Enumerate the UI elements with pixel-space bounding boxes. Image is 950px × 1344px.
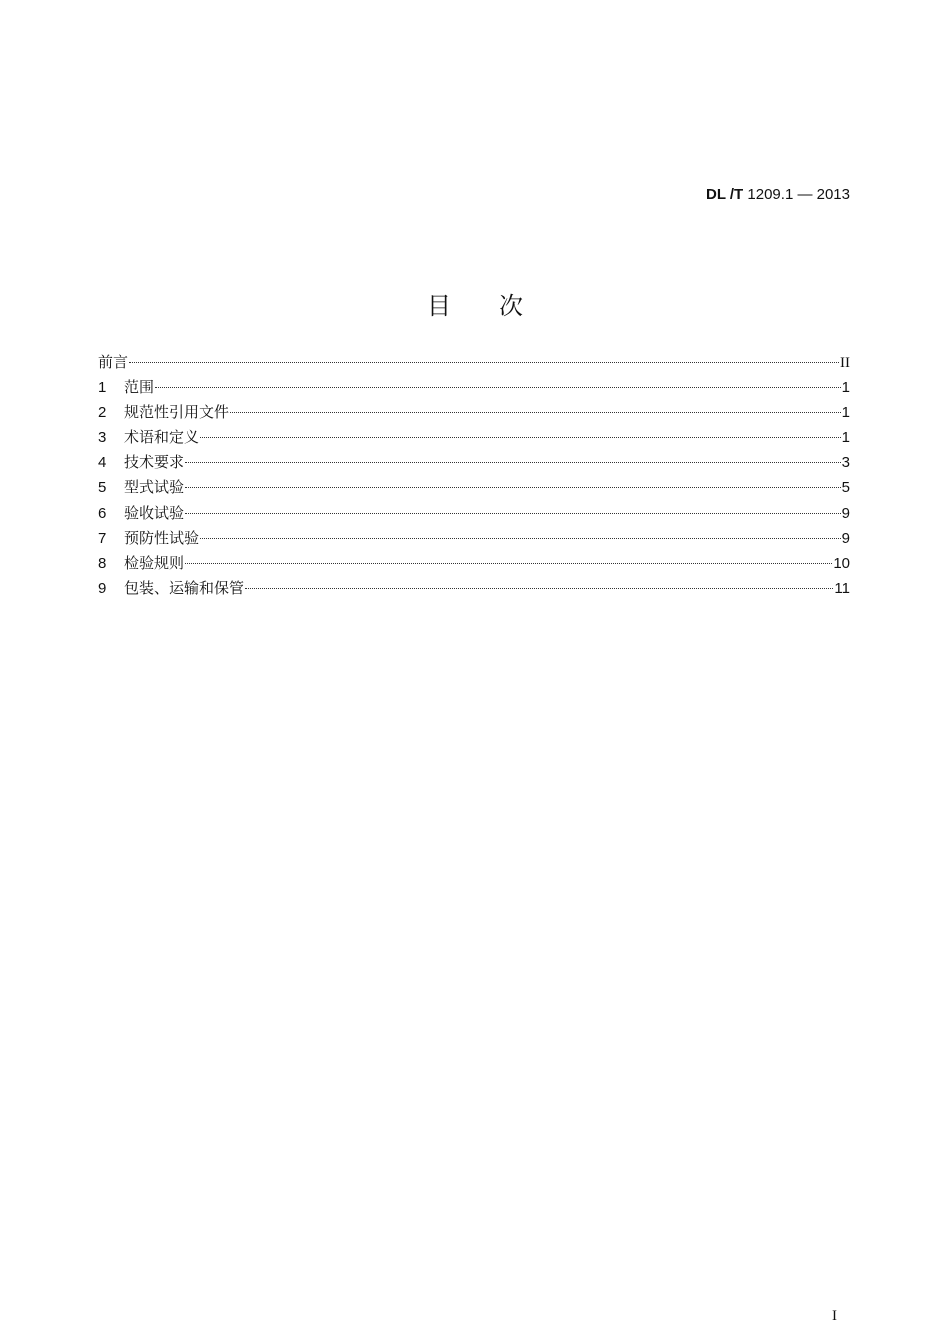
standard-number: 1209.1 — 2013 <box>747 186 850 203</box>
dot-leader <box>129 362 839 363</box>
toc-item-page: 1 <box>841 429 850 447</box>
toc-item-4[interactable] <box>98 450 850 475</box>
toc-item-page: 3 <box>841 454 850 472</box>
dot-leader <box>230 412 841 413</box>
toc-item-label: 预防性试验 <box>124 528 200 547</box>
toc-item-page: 5 <box>841 479 850 497</box>
toc-item-label: 型式试验 <box>124 478 185 497</box>
dot-leader <box>185 462 841 463</box>
toc-item-page: 9 <box>841 529 850 547</box>
dot-leader <box>185 487 841 488</box>
toc-item-6[interactable] <box>98 501 850 526</box>
toc-item-label: 验收试验 <box>124 503 185 522</box>
table-of-contents <box>98 350 850 601</box>
toc-item-label: 检验规则 <box>124 553 185 572</box>
toc-item-label: 规范性引用文件 <box>124 403 230 422</box>
toc-item-9[interactable] <box>98 576 850 601</box>
dot-leader <box>185 513 841 514</box>
dot-leader <box>185 563 832 564</box>
toc-item-number: 5 <box>98 479 107 497</box>
dot-leader <box>155 387 841 388</box>
standard-code <box>706 186 850 203</box>
toc-item-number: 7 <box>98 529 107 547</box>
toc-item-preface[interactable] <box>98 350 850 375</box>
page-number: I <box>832 1308 837 1324</box>
toc-item-number: 9 <box>98 579 107 597</box>
toc-item-8[interactable] <box>98 551 850 576</box>
toc-item-7[interactable] <box>98 526 850 551</box>
dot-leader <box>200 538 841 539</box>
toc-item-number: 3 <box>98 429 107 447</box>
toc-item-number: 2 <box>98 404 107 422</box>
toc-item-5[interactable] <box>98 475 850 500</box>
toc-item-label: 技术要求 <box>124 453 185 472</box>
toc-item-2[interactable] <box>98 400 850 425</box>
toc-item-number: 4 <box>98 454 107 472</box>
dot-leader <box>245 588 833 589</box>
toc-item-label: 包装、运输和保管 <box>124 578 245 597</box>
toc-item-page: 11 <box>834 579 850 597</box>
toc-item-label: 范围 <box>124 378 155 397</box>
toc-item-label: 术语和定义 <box>124 428 200 447</box>
toc-item-3[interactable] <box>98 425 850 450</box>
toc-item-number: 6 <box>98 504 107 522</box>
dot-leader <box>200 437 841 438</box>
toc-item-label: 前言 <box>98 353 129 371</box>
toc-item-1[interactable] <box>98 375 850 400</box>
toc-item-page: 9 <box>841 504 850 522</box>
toc-item-page: 1 <box>841 404 850 422</box>
toc-item-number: 8 <box>98 554 107 572</box>
toc-title: 目次 <box>427 292 571 321</box>
toc-item-page: 1 <box>841 379 850 397</box>
toc-item-page: II <box>840 355 850 371</box>
toc-item-number: 1 <box>98 379 107 397</box>
toc-item-page: 10 <box>833 554 850 572</box>
standard-prefix: DL /T <box>706 186 744 203</box>
